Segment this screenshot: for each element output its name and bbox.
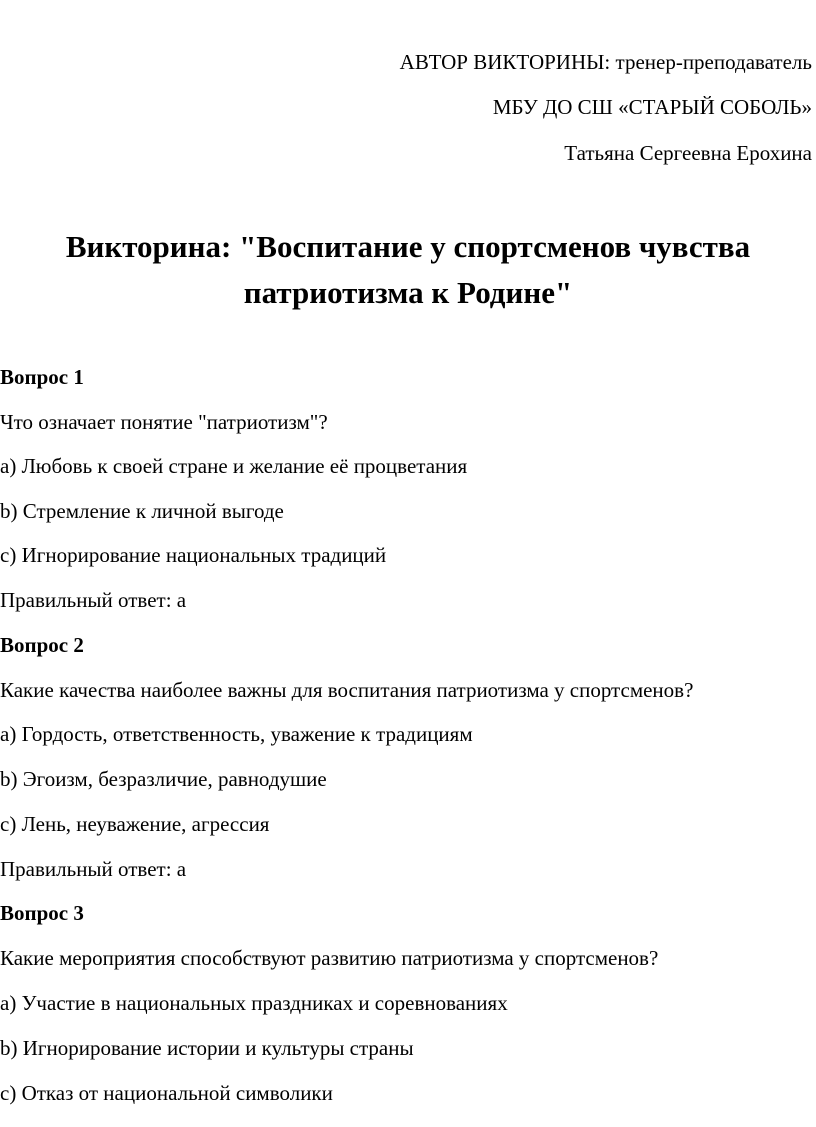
question-1-text: Что означает понятие "патриотизм"? [0,410,328,434]
question-3-heading: Вопрос 3 [0,901,84,925]
question-1-heading: Вопрос 1 [0,365,84,389]
question-1-answer: Правильный ответ: a [0,588,187,612]
author-line-3: Татьяна Сергеевна Ерохина [564,141,812,165]
author-line-1: АВТОР ВИКТОРИНЫ: тренер-преподаватель [399,50,812,74]
question-3-option-c: c) Отказ от национальной символики [0,1081,333,1105]
question-2-heading: Вопрос 2 [0,633,84,657]
question-3-option-a: a) Участие в национальных праздниках и соревнованиях [0,991,508,1015]
title-line-1: Викторина: "Воспитание у спортсменов чувства [65,229,751,264]
question-1-option-a: a) Любовь к своей стране и желание её процветания [0,454,468,478]
question-2-text: Какие качества наиболее важны для воспитания патриотизма у спортсменов? [0,678,694,702]
question-2-option-c: c) Лень, неуважение, агрессия [0,812,270,836]
question-3-option-b: b) Игнорирование истории и культуры страны [0,1036,414,1060]
question-1-option-c: c) Игнорирование национальных традиций [0,543,387,567]
question-2-answer: Правильный ответ: a [0,857,187,881]
question-2-option-b: b) Эгоизм, безразличие, равнодушие [0,767,327,791]
question-2-option-a: a) Гордость, ответственность, уважение к традициям [0,722,473,746]
title-line-2: патриотизма к Родине" [243,275,573,310]
document-title [0,224,816,316]
author-line-2: МБУ ДО СШ «СТАРЫЙ СОБОЛЬ» [492,95,812,119]
question-1-option-b: b) Стремление к личной выгоде [0,499,284,523]
question-3-text: Какие мероприятия способствуют развитию патриотизма у спортсменов? [0,946,659,970]
